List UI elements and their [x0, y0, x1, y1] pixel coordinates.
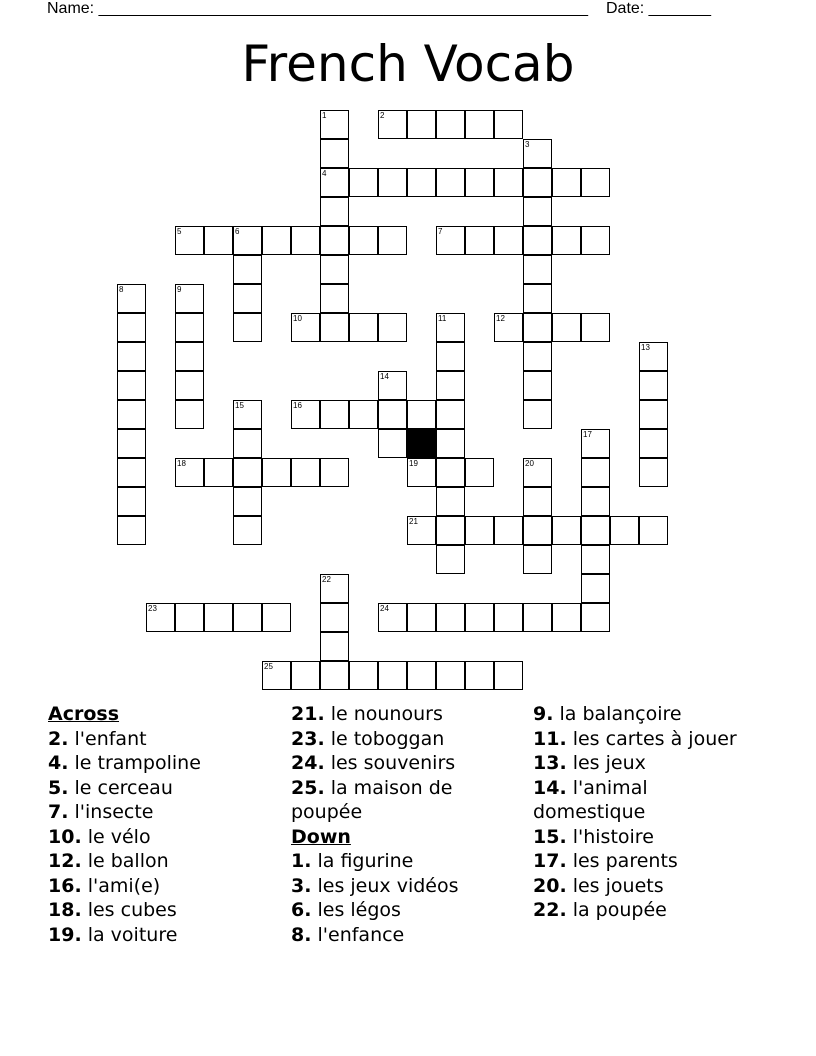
grid-cell[interactable] — [436, 226, 465, 255]
grid-cell[interactable] — [117, 371, 146, 400]
grid-cell[interactable] — [320, 313, 349, 342]
black-square — [407, 429, 436, 458]
clue-number: 4 — [322, 169, 327, 178]
grid-cell[interactable] — [407, 603, 436, 632]
grid-cell[interactable] — [436, 603, 465, 632]
grid-cell[interactable] — [523, 371, 552, 400]
grid-cell[interactable] — [175, 458, 204, 487]
down-heading: Down — [291, 825, 351, 848]
date-label: Date: _______ — [605, 0, 711, 17]
grid-cell[interactable] — [378, 371, 407, 400]
clue-column-2 — [291, 702, 526, 947]
clue-down-9: 9. la balançoire — [533, 703, 682, 725]
clue-number: 25 — [264, 662, 273, 671]
grid-cell[interactable] — [610, 516, 639, 545]
grid-cell[interactable] — [117, 342, 146, 371]
grid-cell[interactable] — [523, 313, 552, 342]
grid-cell[interactable] — [175, 603, 204, 632]
grid-cell[interactable] — [436, 371, 465, 400]
grid-cell[interactable] — [581, 603, 610, 632]
grid-cell[interactable] — [262, 226, 291, 255]
grid-cell[interactable] — [465, 110, 494, 139]
clue-down-8: 8. l'enfance — [291, 923, 405, 946]
across-heading: Across — [48, 703, 120, 725]
grid-cell[interactable] — [639, 516, 668, 545]
clue-down-22: 22. la poupée — [533, 899, 667, 921]
grid-cell[interactable] — [494, 168, 523, 197]
grid-cell[interactable] — [523, 342, 552, 371]
grid-cell[interactable] — [523, 139, 552, 168]
clue-across-21: 21. le nounours — [291, 703, 443, 725]
grid-cell[interactable] — [523, 284, 552, 313]
grid-cell[interactable] — [262, 661, 291, 690]
grid-cell[interactable] — [117, 458, 146, 487]
grid-cell[interactable] — [233, 284, 262, 313]
clue-down-20: 20. les jouets — [533, 874, 664, 897]
grid-cell[interactable] — [436, 313, 465, 342]
grid-cell[interactable] — [465, 168, 494, 197]
grid-cell[interactable] — [581, 516, 610, 545]
clue-across-5: 5. le cerceau — [48, 776, 173, 799]
clue-down-6: 6. les légos — [291, 899, 401, 921]
grid-cell[interactable] — [552, 168, 581, 197]
grid-cell[interactable] — [233, 487, 262, 516]
grid-cell[interactable] — [581, 429, 610, 458]
grid-cell[interactable] — [552, 603, 581, 632]
grid-cell[interactable] — [320, 110, 349, 139]
grid-cell[interactable] — [581, 545, 610, 574]
grid-cell[interactable] — [436, 516, 465, 545]
grid-cell[interactable] — [436, 661, 465, 690]
grid-cell[interactable] — [233, 226, 262, 255]
grid-cell[interactable] — [436, 110, 465, 139]
grid-cell[interactable] — [552, 516, 581, 545]
grid-cell[interactable] — [349, 168, 378, 197]
clue-number: 11 — [438, 314, 447, 323]
clue-down-14: 14. l'animal domestique — [533, 776, 648, 823]
grid-cell[interactable] — [639, 458, 668, 487]
grid-cell[interactable] — [175, 342, 204, 371]
clue-down-1: 1. la figurine — [291, 850, 414, 872]
clue-number: 9 — [177, 285, 182, 294]
grid-cell[interactable] — [581, 458, 610, 487]
clue-number: 3 — [525, 140, 530, 149]
grid-cell[interactable] — [233, 603, 262, 632]
clue-number: 1 — [322, 111, 327, 120]
clue-number: 23 — [148, 604, 157, 613]
grid-cell[interactable] — [523, 255, 552, 284]
clue-number: 18 — [177, 459, 186, 468]
grid-cell[interactable] — [436, 400, 465, 429]
grid-cell[interactable] — [117, 487, 146, 516]
grid-cell[interactable] — [523, 545, 552, 574]
clue-column-3 — [533, 702, 773, 923]
clue-across-16: 16. l'ami(e) — [48, 874, 161, 897]
grid-cell[interactable] — [378, 400, 407, 429]
grid-cell[interactable] — [465, 516, 494, 545]
grid-cell[interactable] — [378, 429, 407, 458]
clue-number: 20 — [525, 459, 534, 468]
grid-cell[interactable] — [436, 458, 465, 487]
grid-cell[interactable] — [146, 603, 175, 632]
clue-number: 6 — [235, 227, 240, 236]
grid-cell[interactable] — [639, 429, 668, 458]
grid-cell[interactable] — [407, 458, 436, 487]
grid-cell[interactable] — [639, 342, 668, 371]
clue-across-25: 25. la maison de poupée — [291, 776, 453, 823]
clue-number: 8 — [119, 285, 124, 294]
clue-across-23: 23. le toboggan — [291, 727, 445, 750]
grid-cell[interactable] — [523, 400, 552, 429]
clue-number: 24 — [380, 604, 389, 613]
grid-cell[interactable] — [175, 284, 204, 313]
grid-cell[interactable] — [349, 313, 378, 342]
grid-cell[interactable] — [320, 400, 349, 429]
grid-cell[interactable] — [378, 603, 407, 632]
grid-cell[interactable] — [523, 197, 552, 226]
grid-cell[interactable] — [175, 226, 204, 255]
name-label: Name: _______________________________________________________ — [47, 0, 588, 17]
grid-cell[interactable] — [378, 168, 407, 197]
grid-cell[interactable] — [407, 661, 436, 690]
grid-cell[interactable] — [407, 168, 436, 197]
clue-number: 7 — [438, 227, 443, 236]
clue-number: 19 — [409, 459, 418, 468]
grid-cell[interactable] — [117, 516, 146, 545]
grid-cell[interactable] — [523, 458, 552, 487]
grid-cell[interactable] — [436, 487, 465, 516]
grid-cell[interactable] — [204, 603, 233, 632]
grid-cell[interactable] — [378, 110, 407, 139]
clue-number: 16 — [293, 401, 302, 410]
clue-number: 10 — [293, 314, 302, 323]
grid-cell[interactable] — [320, 632, 349, 661]
grid-cell[interactable] — [291, 226, 320, 255]
grid-cell[interactable] — [233, 429, 262, 458]
grid-cell[interactable] — [320, 661, 349, 690]
grid-cell[interactable] — [523, 168, 552, 197]
grid-cell[interactable] — [465, 661, 494, 690]
grid-cell[interactable] — [494, 313, 523, 342]
grid-cell[interactable] — [320, 284, 349, 313]
clue-number: 22 — [322, 575, 331, 584]
clue-down-3: 3. les jeux vidéos — [291, 874, 459, 897]
grid-cell[interactable] — [233, 313, 262, 342]
clue-across-4: 4. le trampoline — [48, 752, 201, 774]
grid-cell[interactable] — [262, 458, 291, 487]
grid-cell[interactable] — [291, 458, 320, 487]
grid-cell[interactable] — [639, 400, 668, 429]
grid-cell[interactable] — [233, 400, 262, 429]
grid-cell[interactable] — [494, 226, 523, 255]
clue-across-19: 19. la voiture — [48, 923, 178, 946]
clue-across-12: 12. le ballon — [48, 850, 169, 872]
clue-across-2: 2. l'enfant — [48, 727, 147, 750]
clue-across-24: 24. les souvenirs — [291, 752, 456, 774]
grid-cell[interactable] — [407, 516, 436, 545]
grid-cell[interactable] — [320, 574, 349, 603]
grid-cell[interactable] — [378, 661, 407, 690]
grid-cell[interactable] — [407, 400, 436, 429]
grid-cell[interactable] — [320, 458, 349, 487]
grid-cell[interactable] — [320, 168, 349, 197]
grid-cell[interactable] — [320, 197, 349, 226]
grid-cell[interactable] — [291, 400, 320, 429]
grid-cell[interactable] — [117, 429, 146, 458]
grid-cell[interactable] — [233, 255, 262, 284]
grid-cell[interactable] — [494, 110, 523, 139]
grid-cell[interactable] — [175, 400, 204, 429]
grid-cell[interactable] — [233, 458, 262, 487]
grid-cell[interactable] — [436, 429, 465, 458]
grid-cell[interactable] — [320, 603, 349, 632]
clue-across-18: 18. les cubes — [48, 899, 177, 921]
grid-cell[interactable] — [233, 516, 262, 545]
clue-down-13: 13. les jeux — [533, 752, 646, 774]
clue-number: 21 — [409, 517, 418, 526]
clue-number: 17 — [583, 430, 592, 439]
grid-cell[interactable] — [523, 226, 552, 255]
grid-cell[interactable] — [349, 226, 378, 255]
grid-cell[interactable] — [204, 458, 233, 487]
grid-cell[interactable] — [581, 313, 610, 342]
grid-cell[interactable] — [117, 284, 146, 313]
grid-cell[interactable] — [581, 226, 610, 255]
grid-cell[interactable] — [320, 139, 349, 168]
grid-cell[interactable] — [581, 487, 610, 516]
grid-cell[interactable] — [117, 313, 146, 342]
clue-down-11: 11. les cartes à jouer — [533, 727, 737, 750]
grid-cell[interactable] — [581, 574, 610, 603]
grid-cell[interactable] — [639, 371, 668, 400]
grid-cell[interactable] — [523, 487, 552, 516]
page-title: French Vocab — [241, 35, 575, 93]
grid-cell[interactable] — [378, 313, 407, 342]
clue-column-1 — [48, 702, 283, 947]
grid-cell[interactable] — [436, 168, 465, 197]
grid-cell[interactable] — [523, 516, 552, 545]
clue-number: 2 — [380, 111, 385, 120]
grid-cell[interactable] — [349, 661, 378, 690]
clue-number: 14 — [380, 372, 389, 381]
grid-cell[interactable] — [320, 255, 349, 284]
grid-cell[interactable] — [436, 342, 465, 371]
grid-cell[interactable] — [436, 545, 465, 574]
grid-cell[interactable] — [581, 168, 610, 197]
clue-number: 15 — [235, 401, 244, 410]
clue-number: 13 — [641, 343, 650, 352]
grid-cell[interactable] — [175, 313, 204, 342]
grid-cell[interactable] — [552, 313, 581, 342]
clue-number: 12 — [496, 314, 505, 323]
grid-cell[interactable] — [291, 661, 320, 690]
clue-across-7: 7. l'insecte — [48, 801, 154, 823]
grid-cell[interactable] — [117, 400, 146, 429]
grid-cell[interactable] — [320, 226, 349, 255]
grid-cell[interactable] — [175, 371, 204, 400]
grid-cell[interactable] — [465, 226, 494, 255]
clue-down-17: 17. les parents — [533, 850, 678, 872]
grid-cell[interactable] — [204, 226, 233, 255]
grid-cell[interactable] — [523, 603, 552, 632]
grid-cell[interactable] — [465, 603, 494, 632]
grid-cell[interactable] — [465, 458, 494, 487]
grid-cell[interactable] — [378, 226, 407, 255]
grid-cell[interactable] — [291, 313, 320, 342]
grid-cell[interactable] — [262, 603, 291, 632]
grid-cell[interactable] — [349, 400, 378, 429]
clue-number: 5 — [177, 227, 182, 236]
grid-cell[interactable] — [552, 226, 581, 255]
clue-down-15: 15. l'histoire — [533, 825, 654, 848]
grid-cell[interactable] — [494, 603, 523, 632]
clue-across-10: 10. le vélo — [48, 825, 151, 848]
grid-cell[interactable] — [494, 516, 523, 545]
grid-cell[interactable] — [407, 110, 436, 139]
grid-cell[interactable] — [494, 661, 523, 690]
